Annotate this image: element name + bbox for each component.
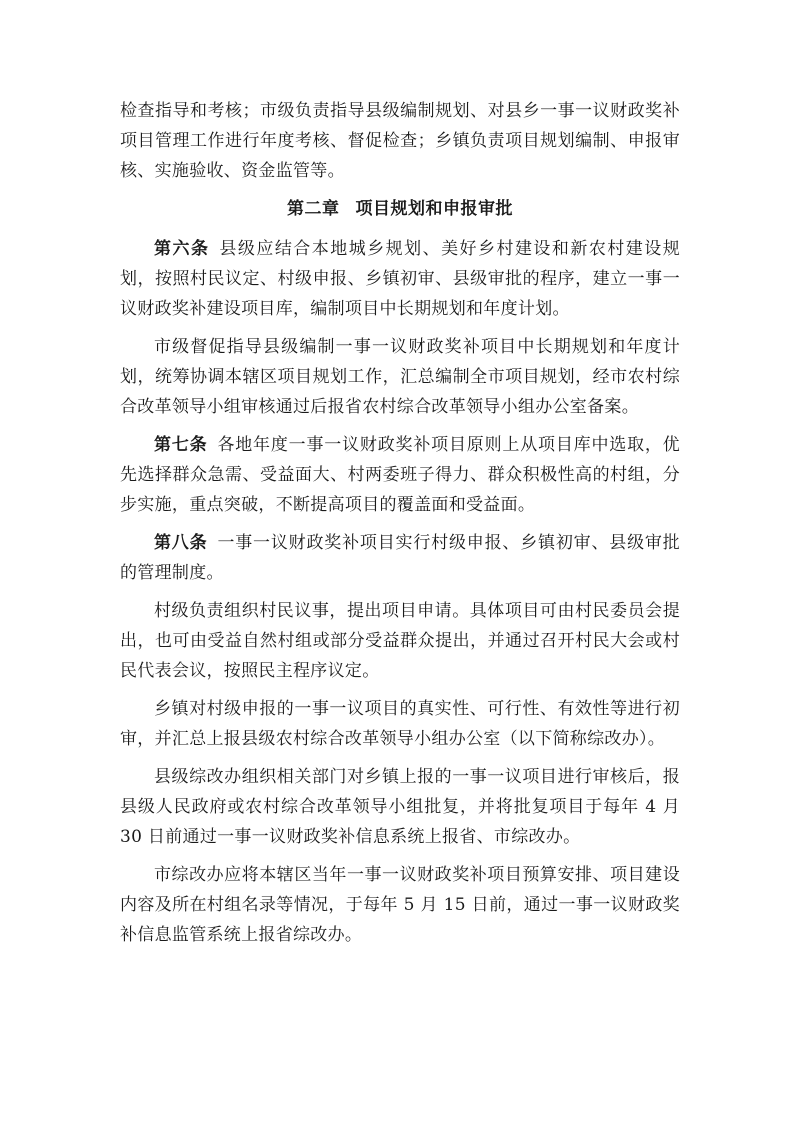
article-7-label: 第七条 (154, 435, 208, 455)
article-8-label: 第八条 (154, 533, 208, 553)
chapter-number: 第二章 (287, 199, 340, 219)
article-6-paragraph-2: 市级督促指导县级编制一事一议财政奖补项目中长期规划和年度计划，统筹协调本辖区项目规划工作，汇总编制全市项目规划，经市农村综合改革领导小组审核通过后报省农村综合改革领导小组办公室备案。 (120, 337, 680, 417)
article-6 (120, 234, 680, 324)
document-body (120, 96, 680, 958)
article-7 (120, 430, 680, 520)
article-7-text: 各地年度一事一议财政奖补项目原则上从项目库中选取，优先选择群众急需、受益面大、村两委班子得力、群众积极性高的村组，分步实施，重点突破，不断提高项目的覆盖面和受益面。 (120, 435, 680, 515)
article-6-label: 第六条 (154, 239, 210, 259)
article-8-paragraph-2: 村级负责组织村民议事，提出项目申请。具体项目可由村民委员会提出，也可由受益自然村组或部分受益群众提出，并通过召开村民大会或村民代表会议，按照民主程序议定。 (120, 601, 680, 681)
article-8-paragraph-4: 县级综改办组织相关部门对乡镇上报的一事一议项目进行审核后，报县级人民政府或农村综合改革领导小组批复，并将批复项目于每年 4 月 30 日前通过一事一议财政奖补信息系统上报省、市综改办。 (120, 767, 680, 847)
article-8 (120, 528, 680, 588)
article-8-paragraph-3: 乡镇对村级申报的一事一议项目的真实性、可行性、有效性等进行初审，并汇总上报县级农村综合改革领导小组办公室（以下简称综改办）。 (120, 699, 680, 749)
paragraph-continued: 检查指导和考核；市级负责指导县级编制规划、对县乡一事一议财政奖补项目管理工作进行年度考核、督促检查；乡镇负责项目规划编制、申报审核、实施验收、资金监管等。 (120, 101, 680, 181)
article-8-text: 一事一议财政奖补项目实行村级申报、乡镇初审、县级审批的管理制度。 (120, 533, 680, 583)
article-6-text: 县级应结合本地城乡规划、美好乡村建设和新农村建设规划，按照村民议定、村级申报、乡镇初审、县级审批的程序，建立一事一议财政奖补建设项目库，编制项目中长期规划和年度计划。 (120, 239, 681, 319)
chapter-heading (120, 194, 680, 224)
chapter-title: 项目规划和申报审批 (355, 199, 513, 219)
article-8-paragraph-5: 市综改办应将本辖区当年一事一议财政奖补项目预算安排、项目建设内容及所在村组名录等情况，于每年 5 月 15 日前，通过一事一议财政奖补信息监管系统上报省综改办。 (120, 865, 680, 945)
